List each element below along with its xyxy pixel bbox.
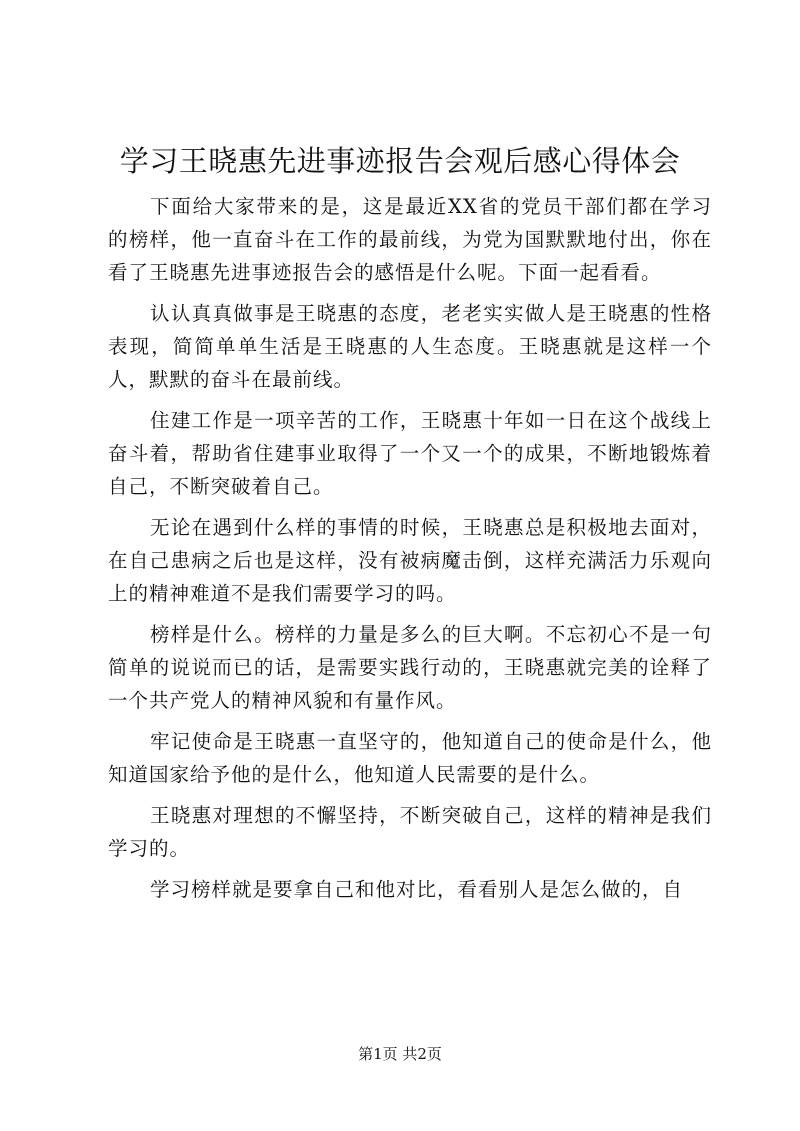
paragraph: 认认真真做事是王晓惠的态度，老老实实做人是王晓惠的性格表现，简简单单生活是王晓惠的人生态度。王晓惠就是这样一个人，默默的奋斗在最前线。 <box>108 302 712 391</box>
paragraph: 下面给大家带来的是，这是最近XX省的党员干部们都在学习的榜样，他一直奋斗在工作的最前线，为党为国默默地付出，你在看了王晓惠先进事迹报告会的感悟是什么呢。下面一起看看。 <box>108 195 712 284</box>
document-body <box>108 190 712 914</box>
paragraph: 榜样是什么。榜样的力量是多么的巨大啊。不忘初心不是一句简单的说说而已的话，是需要实践行动的，王晓惠就完美的诠释了一个共产党人的精神风貌和有量作风。 <box>108 623 712 712</box>
page-number-footer: 第1页 共2页 <box>358 1045 442 1063</box>
paragraph: 牢记使命是王晓惠一直坚守的，他知道自己的使命是什么，他知道国家给予他的是什么，他知道人民需要的是什么。 <box>108 730 712 786</box>
paragraph: 无论在遇到什么样的事情的时候，王晓惠总是积极地去面对，在自己患病之后也是这样，没有被病魔击倒，这样充满活力乐观向上的精神难道不是我们需要学习的吗。 <box>108 516 712 605</box>
paragraph: 住建工作是一项辛苦的工作，王晓惠十年如一日在这个战线上奋斗着，帮助省住建事业取得了一个又一个的成果，不断地锻炼着自己，不断突破着自己。 <box>108 409 712 498</box>
paragraph: 学习榜样就是要拿自己和他对比，看看别人是怎么做的，自 <box>150 878 684 901</box>
document-title: 学习王晓惠先进事迹报告会观后感心得体会 <box>119 144 681 178</box>
paragraph: 王晓惠对理想的不懈坚持，不断突破自己，这样的精神是我们学习的。 <box>108 804 712 860</box>
